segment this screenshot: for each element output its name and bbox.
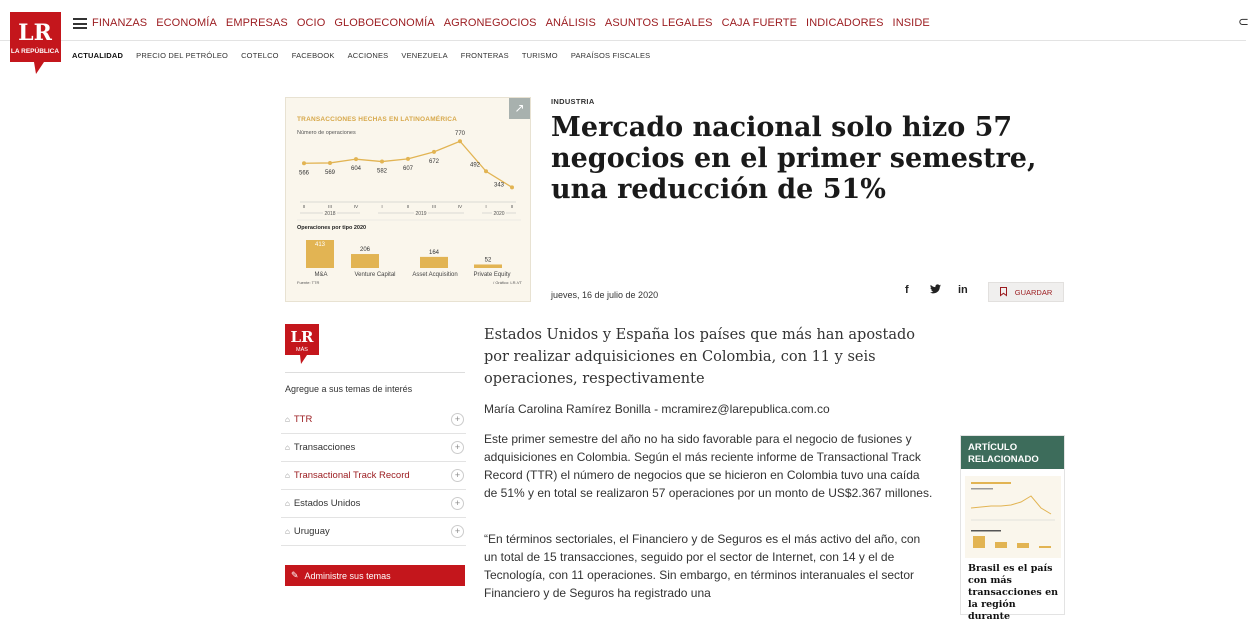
related-heading: ARTÍCULO RELACIONADO xyxy=(961,436,1064,469)
line-point xyxy=(484,169,488,173)
x-tick-label: I xyxy=(381,205,383,210)
line-series xyxy=(304,141,512,187)
expand-icon[interactable]: ↗ xyxy=(509,98,530,119)
logo-subtext: LA REPÚBLICA xyxy=(10,48,60,55)
topic-label: TTR xyxy=(293,414,313,425)
sub-nav xyxy=(72,51,650,60)
line-point xyxy=(380,160,384,164)
main-nav xyxy=(92,17,930,29)
topic-item[interactable] xyxy=(281,406,466,434)
topic-label: Uruguay xyxy=(293,526,330,537)
subnav-acciones[interactable]: ACCIONES xyxy=(347,51,389,60)
subnav-fronteras[interactable]: FRONTERAS xyxy=(460,51,509,60)
site-logo[interactable] xyxy=(10,12,61,74)
topics-list xyxy=(281,406,466,546)
line-point xyxy=(354,157,358,161)
nav-empresas[interactable]: EMPRESAS xyxy=(225,17,288,29)
subnav-turismo[interactable]: TURISMO xyxy=(521,51,558,60)
bar-value-label: 206 xyxy=(359,247,371,254)
topic-left xyxy=(285,526,330,537)
top-bar xyxy=(0,0,1249,41)
nav-globoeconomia[interactable]: GLOBOECONOMÍA xyxy=(334,17,435,29)
line-value-label: 672 xyxy=(428,158,440,165)
topic-label: Estados Unidos xyxy=(293,498,361,509)
tag-icon: ⌂ xyxy=(285,471,290,480)
add-topic-icon[interactable]: + xyxy=(451,441,464,454)
nav-inside[interactable]: INSIDE xyxy=(892,17,930,29)
x-tick-label: II xyxy=(302,205,306,210)
pencil-icon: ✎ xyxy=(291,570,299,580)
logo-text: LR xyxy=(18,20,52,46)
hamburger-menu-icon[interactable] xyxy=(73,18,87,29)
article-date: jueves, 16 de julio de 2020 xyxy=(551,290,659,300)
topic-left xyxy=(285,470,410,481)
related-article-card[interactable] xyxy=(960,435,1065,622)
x-tick-label: III xyxy=(328,205,332,210)
line-value-label: 582 xyxy=(376,168,388,175)
nav-asuntos-legales[interactable]: ASUNTOS LEGALES xyxy=(604,17,713,29)
chart-ylabel: Número de operaciones xyxy=(297,130,356,136)
article-headline: Mercado nacional solo hizo 57 negocios en el primer semestre, una reducción de 51% xyxy=(551,112,1037,205)
chart-source: Fuente: TTR xyxy=(297,280,320,285)
year-label: 2019 xyxy=(415,211,427,217)
nav-analisis[interactable]: ANÁLISIS xyxy=(545,17,596,29)
bar-category-label: Asset Acquisition xyxy=(412,272,458,278)
line-point xyxy=(510,185,514,189)
topic-label: Transactional Track Record xyxy=(293,470,410,481)
x-tick-label: II xyxy=(510,205,514,210)
x-tick-label: I xyxy=(485,205,487,210)
line-point xyxy=(328,161,332,165)
x-tick-label: III xyxy=(432,205,436,210)
bar-category-label: Private Equity xyxy=(473,272,511,278)
x-tick-label: IV xyxy=(353,205,359,210)
bar-category-label: Venture Capital xyxy=(354,272,396,278)
topic-left xyxy=(285,442,355,453)
topic-item[interactable] xyxy=(281,434,466,462)
topic-item[interactable] xyxy=(281,490,466,518)
lr-mas-logo[interactable] xyxy=(285,324,319,369)
article-paragraph-2: “En términos sectoriales, el Financiero y de Seguros es el más activo del año, con un total de 15 transacciones, seguido por el sector de Internet, con 14 y el de Tecnología, con 11 operaciones. Sin embargo, en términos interanuales el sector Financiero y de Seguros ha registrado una xyxy=(484,532,921,600)
line-point xyxy=(302,161,306,165)
year-label: 2018 xyxy=(324,211,336,217)
add-topic-icon[interactable]: + xyxy=(451,469,464,482)
twitter-share-icon[interactable] xyxy=(930,284,941,297)
manage-topics-label: Administre sus temas xyxy=(304,570,391,581)
add-topic-icon[interactable]: + xyxy=(451,525,464,538)
line-value-label: 770 xyxy=(454,131,466,138)
line-point xyxy=(432,150,436,154)
nav-ocio[interactable]: OCIO xyxy=(296,17,326,29)
facebook-share-icon[interactable]: f xyxy=(905,284,909,296)
related-title[interactable]: Brasil es el país con más transacciones en la región durante xyxy=(968,563,1059,622)
add-topic-icon[interactable]: + xyxy=(451,497,464,510)
subnav-facebook[interactable]: FACEBOOK xyxy=(291,51,335,60)
line-value-label: 607 xyxy=(402,165,414,172)
subnav-precio-petroleo[interactable]: PRECIO DEL PETRÓLEO xyxy=(136,51,229,60)
line-value-label: 566 xyxy=(298,170,310,177)
bookmark-icon xyxy=(1000,287,1007,298)
search-icon[interactable]: ⊂ xyxy=(1238,14,1249,29)
subnav-venezuela[interactable]: VENEZUELA xyxy=(401,51,448,60)
mas-logo-text: LR xyxy=(290,328,314,346)
article-lead: Estados Unidos y España los países que más han apostado por realizar adquisiciones en Colombia, con 11 y seis operaciones, respectivamente xyxy=(484,327,915,387)
topics-prompt: Agregue a sus temas de interés xyxy=(285,384,413,394)
tag-icon: ⌂ xyxy=(285,415,290,424)
tag-icon: ⌂ xyxy=(285,527,290,536)
chart-bar-title: Operaciones por tipo 2020 xyxy=(297,225,367,231)
linkedin-share-icon[interactable]: in xyxy=(958,284,968,296)
topic-item[interactable] xyxy=(281,462,466,490)
save-button[interactable] xyxy=(988,282,1064,302)
manage-topics-button[interactable] xyxy=(285,565,465,586)
bar-mark xyxy=(351,254,379,268)
line-value-label: 492 xyxy=(469,162,481,169)
tag-icon: ⌂ xyxy=(285,499,290,508)
nav-economia[interactable]: ECONOMÍA xyxy=(156,17,217,29)
bar-mark xyxy=(474,264,502,268)
save-label: GUARDAR xyxy=(1014,287,1053,297)
subnav-cotelco[interactable]: COTELCO xyxy=(241,51,279,60)
line-point xyxy=(406,157,410,161)
nav-agronegocios[interactable]: AGRONEGOCIOS xyxy=(443,17,537,29)
bar-value-label: 164 xyxy=(428,249,440,256)
bar-mark xyxy=(420,257,448,268)
article-chart-image[interactable] xyxy=(285,97,531,302)
article-kicker[interactable]: INDUSTRIA xyxy=(551,97,595,106)
nav-caja-fuerte[interactable]: CAJA FUERTE xyxy=(721,17,798,29)
line-value-label: 604 xyxy=(350,166,362,173)
nav-finanzas[interactable]: FINANZAS xyxy=(92,17,148,29)
add-topic-icon[interactable]: + xyxy=(451,413,464,426)
article-paragraph-1: Este primer semestre del año no ha sido favorable para el negocio de fusiones y adquisiciones en Colombia. Según el más reciente informe de Transactional Track Record (TTR) el número de negocios que se hicieron en Colombia tuvo una caída de 51% y en total se realizaron 57 operaciones por un monto de US$2.367 millones. xyxy=(484,432,933,500)
topic-item[interactable] xyxy=(281,518,466,546)
subnav-actualidad[interactable]: ACTUALIDAD xyxy=(72,51,124,60)
chart-title: TRANSACCIONES HECHAS EN LATINOAMÉRICA xyxy=(297,116,458,123)
line-point xyxy=(458,139,462,143)
tag-icon: ⌂ xyxy=(285,443,290,452)
chart-svg xyxy=(286,98,532,303)
nav-indicadores[interactable]: INDICADORES xyxy=(806,17,884,29)
related-thumbnail[interactable] xyxy=(965,476,1061,558)
article-byline[interactable]: María Carolina Ramírez Bonilla - mcramirez@larepublica.com.co xyxy=(484,402,830,416)
x-tick-label: IV xyxy=(457,205,463,210)
mas-logo-subtext: MÁS xyxy=(296,347,308,353)
sidebar-divider xyxy=(285,372,465,373)
bar-category-label: M&A xyxy=(314,272,328,278)
topic-left xyxy=(285,414,312,425)
topic-left xyxy=(285,498,360,509)
chart-credit: / Gráfico: LR-VT xyxy=(493,280,522,285)
year-label: 2020 xyxy=(493,211,505,217)
bar-value-label: 52 xyxy=(484,257,492,264)
x-tick-label: II xyxy=(406,205,410,210)
subnav-paraisos-fiscales[interactable]: PARAÍSOS FISCALES xyxy=(570,51,651,60)
line-value-label: 569 xyxy=(324,169,336,176)
line-value-label: 343 xyxy=(493,182,505,189)
topic-label: Transacciones xyxy=(293,442,356,453)
bar-value-label: 413 xyxy=(314,242,326,248)
